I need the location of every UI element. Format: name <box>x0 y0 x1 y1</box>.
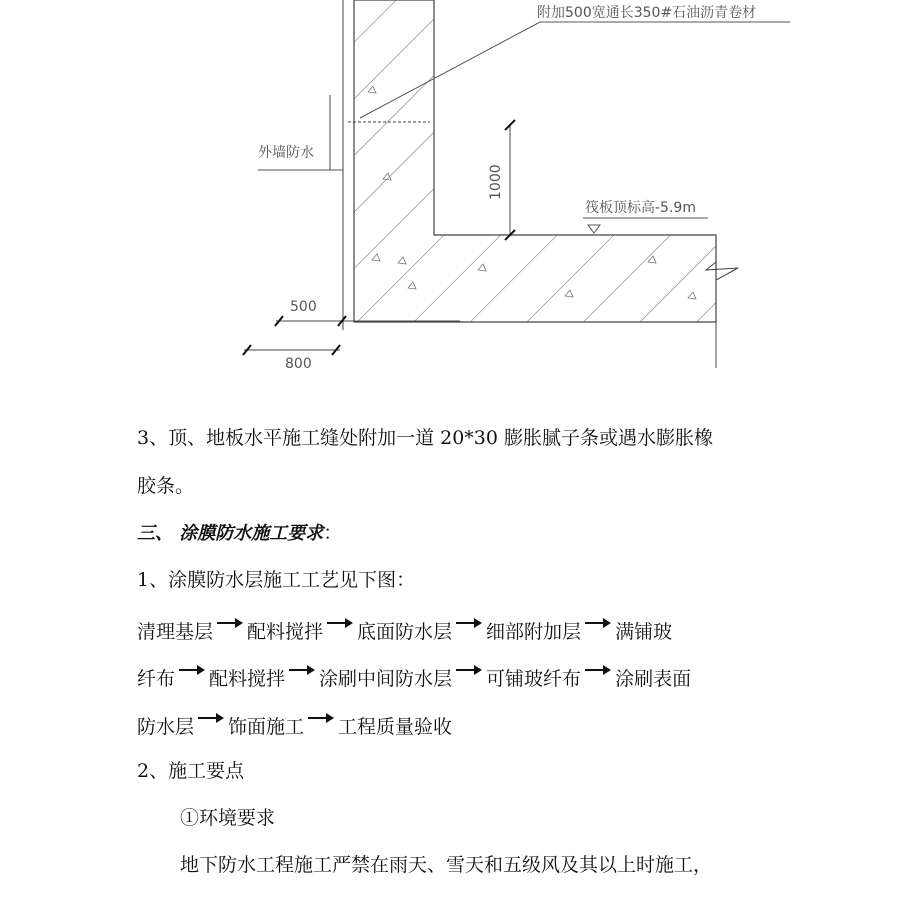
arrow-icon <box>217 616 243 630</box>
arrow-icon <box>308 711 334 725</box>
flow-line-2 <box>137 663 691 691</box>
section3-heading-text: 三、 涂膜防水施工要求 <box>137 523 324 544</box>
flow-step: 配料搅拌 <box>209 668 286 690</box>
arrow-icon <box>289 663 315 677</box>
dim-500-label: 500 <box>290 299 317 315</box>
flow-step: 涂刷表面 <box>615 668 692 690</box>
flow-step: 清理基层 <box>137 621 214 643</box>
flow-step: 细部附加层 <box>486 621 582 643</box>
flow-step: 纤布 <box>137 668 176 690</box>
para1-line: 地下防水工程施工严禁在雨天、雪天和五级风及其以上时施工， <box>180 854 713 876</box>
flow-step: 满铺玻 <box>615 621 673 643</box>
section3-heading-colon: ： <box>323 522 343 544</box>
flow-step: 底面防水层 <box>357 621 453 643</box>
outer-wall-label: 外墙防水 <box>258 145 314 161</box>
item3-line2: 胶条。 <box>137 475 195 497</box>
arrow-icon <box>327 616 353 630</box>
raft-top-label: 筏板顶标高-5.9m <box>585 200 696 216</box>
flow-step: 工程质量验收 <box>338 716 453 738</box>
top-note-label: 附加500宽通长350#石油沥青卷材 <box>537 5 757 21</box>
arrow-icon <box>456 663 482 677</box>
wall-and-slab-section <box>243 0 790 368</box>
arrow-icon <box>585 616 611 630</box>
section3-heading <box>137 521 342 546</box>
arrow-icon <box>585 663 611 677</box>
flow-step: 配料搅拌 <box>247 621 324 643</box>
arrow-icon <box>179 663 205 677</box>
flow-step: 饰面施工 <box>228 716 305 738</box>
dim-800-label: 800 <box>285 356 312 372</box>
step2-line: 2、施工要点 <box>137 760 245 782</box>
arrow-icon <box>198 711 224 725</box>
step1-line: 1、涂膜防水层施工工艺见下图： <box>137 569 416 591</box>
flow-step: 防水层 <box>137 716 195 738</box>
flow-step: 涂刷中间防水层 <box>319 668 453 690</box>
flow-line-3 <box>137 711 452 739</box>
flow-step: 可铺玻纤布 <box>486 668 582 690</box>
arrow-icon <box>456 616 482 630</box>
sub1-line: ①环境要求 <box>180 807 276 829</box>
flow-line-1 <box>137 616 672 644</box>
dim-1000-label: 1000 <box>488 164 504 200</box>
construction-detail-drawing <box>0 0 908 400</box>
item3-line1: 3、顶、地板水平施工缝处附加一道 20*30 膨胀腻子条或遇水膨胀橡 <box>137 427 714 449</box>
